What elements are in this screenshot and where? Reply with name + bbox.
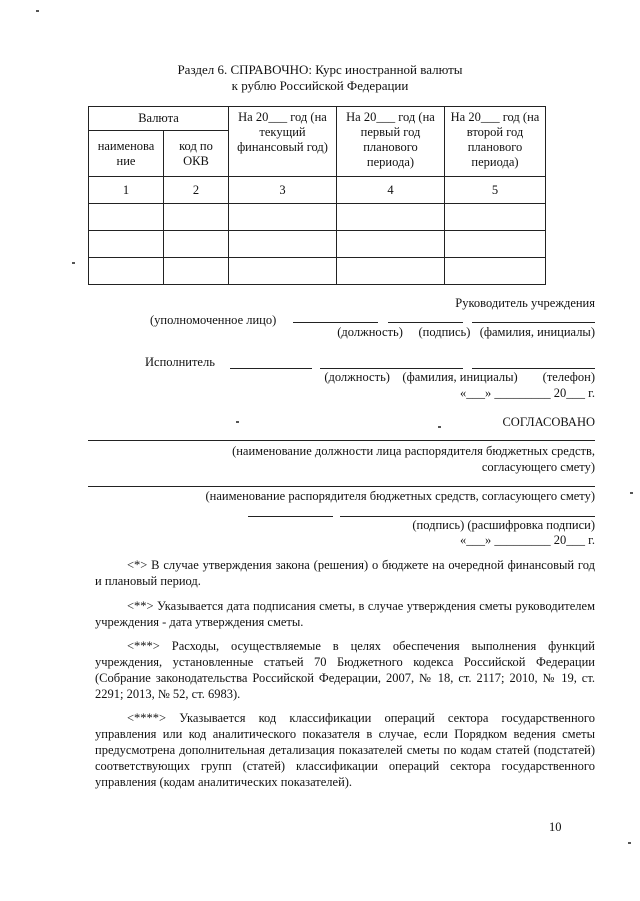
currency-header: Валюта: [89, 107, 229, 131]
exec-position-line: [230, 368, 312, 369]
approver-signature-caption: (подпись) (расшифровка подписи): [412, 518, 595, 532]
exec-phone-line: [472, 368, 595, 369]
code-header: код по ОКВ: [164, 131, 229, 177]
table-col-number: 3: [229, 177, 337, 204]
table-col-number: 5: [445, 177, 546, 204]
scan-speck: [628, 842, 631, 844]
col4-header: На 20___ год (на первый год планового периода): [337, 107, 445, 177]
head-title: Руководитель учреждения: [455, 296, 595, 310]
col3-header: На 20___ год (на текущий финансовый год): [229, 107, 337, 177]
scan-speck: [236, 421, 239, 423]
page-number: 10: [549, 820, 562, 834]
footnote-4: <****> Указывается код классификации операций сектора государственного управления или код аналитического показателя в случае, если Порядком ведения сметы предусмотрена дополнительная детализация показателей сметы по кодам статей (подстатей) соответствующих групп (статей) классификации операций сектора государственного управления (кодам аналитических показателей).: [95, 711, 595, 789]
scan-speck: [72, 262, 75, 264]
table-col-number: 2: [164, 177, 229, 204]
approver-position-caption-2: согласующего смету): [481, 460, 595, 474]
date-line-2: «___» _________ 20___ г.: [460, 533, 595, 547]
approver-org-line: [88, 486, 595, 487]
agreed-title: СОГЛАСОВАНО: [502, 415, 595, 429]
footnote-1: <*> В случае утверждения закона (решения) о бюджете на очередной финансовый год и плановый период.: [95, 558, 595, 588]
head-position-line: [293, 322, 378, 323]
section-title-line-2: к рублю Российской Федерации: [231, 78, 409, 93]
currency-rate-table: [88, 106, 546, 285]
scan-speck: [630, 492, 633, 494]
table-col-number: 1: [89, 177, 164, 204]
table-number-row: [89, 177, 546, 204]
head-name-line: [472, 322, 595, 323]
footnote-2: <**> Указывается дата подписания сметы, в случае утверждения сметы руководителем учреждения - дата утверждения сметы.: [95, 599, 595, 629]
section-title-line-1: Раздел 6. СПРАВОЧНО: Курс иностранной валюты: [177, 62, 463, 77]
footnote-3: <***> Расходы, осуществляемые в целях обеспечения выполнения функций учреждения, установленные статьей 70 Бюджетного кодекса Российской Федерации (Собрание законодательства Российской Федерации, 2007, № 18, ст. 2117; 2010, № 19, ст. 2291; 2013, № 52, ст. 6983).: [95, 639, 595, 701]
approver-position-line: [88, 440, 595, 441]
approver-position-caption-1: (наименование должности лица распорядителя бюджетных средств,: [232, 444, 595, 458]
table-row: [89, 231, 546, 258]
date-line-1: «___» _________ 20___ г.: [460, 386, 595, 400]
scan-speck: [438, 426, 441, 428]
head-signature-line: [388, 322, 463, 323]
head-captions: (должность) (подпись) (фамилия, инициалы): [337, 325, 595, 339]
exec-name-line: [320, 368, 463, 369]
executor-label: Исполнитель: [145, 355, 215, 369]
scan-speck: [36, 10, 39, 12]
approver-name-line: [340, 516, 595, 517]
col5-header: На 20___ год (на второй год планового периода): [445, 107, 546, 177]
authorized-person-label: (уполномоченное лицо): [150, 313, 277, 327]
table-col-number: 4: [337, 177, 445, 204]
name-header: наименова ние: [89, 131, 164, 177]
table-row: [89, 258, 546, 285]
table-row: [89, 204, 546, 231]
exec-captions: (должность) (фамилия, инициалы) (телефон): [324, 370, 595, 384]
approver-signature-line: [248, 516, 333, 517]
approver-org-caption: (наименование распорядителя бюджетных средств, согласующего смету): [205, 489, 595, 503]
